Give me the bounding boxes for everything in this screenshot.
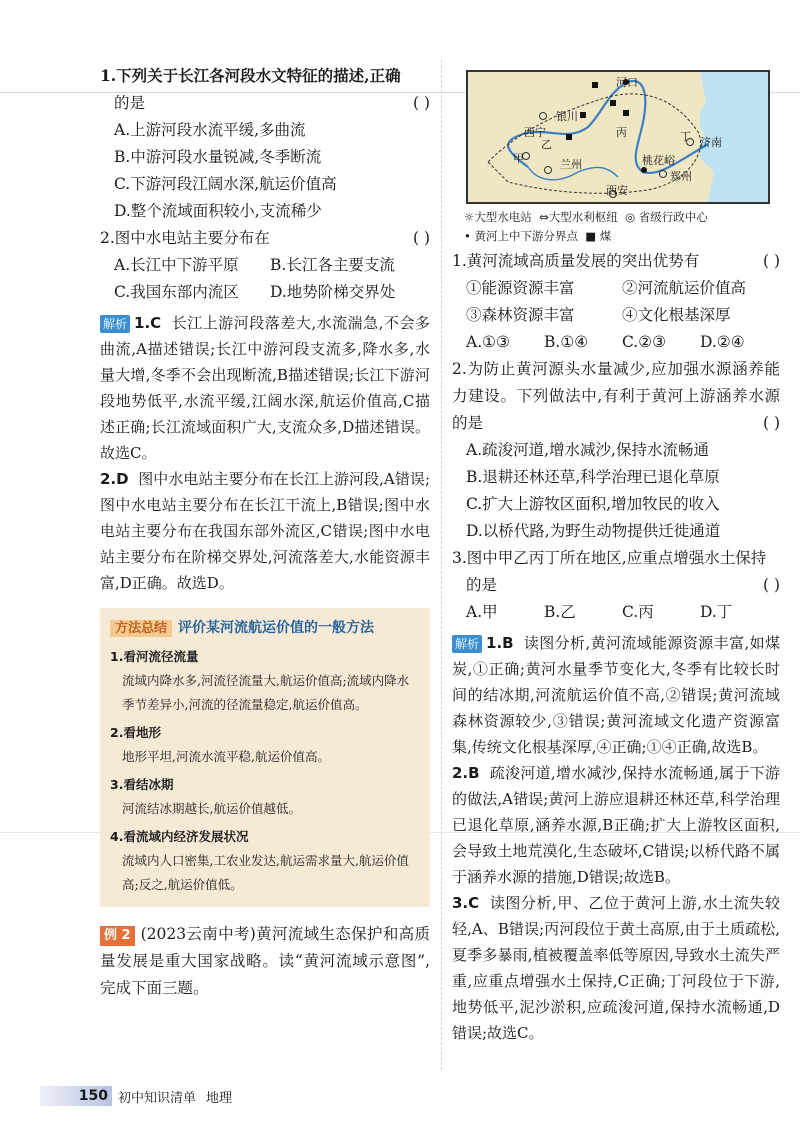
question-3-cont: 的是 ( ) <box>466 576 780 594</box>
hub-icon: ⇔ <box>539 210 549 224</box>
map-label: 桃花峪 <box>642 154 675 167</box>
coal-icon <box>610 100 616 106</box>
summary-header <box>110 616 420 641</box>
summary-item-heading: 1.看河流径流量 <box>110 649 199 664</box>
option: B.退耕还林还草,科学治理已退化草原 <box>466 468 720 486</box>
question-1-cont: 的是 ( ) <box>114 94 430 112</box>
option: A.疏浚河道,增水减沙,保持水流畅通 <box>466 441 709 459</box>
option: B.中游河段水量锐减,冬季断流 <box>114 148 322 166</box>
map-label: 甲 <box>513 152 524 165</box>
summary-item-text: 河流结冰期越长,航运价值越低。 <box>122 801 301 816</box>
capital-icon <box>545 167 552 174</box>
map-label: 西宁 <box>524 126 546 139</box>
option: C.下游河段江阔水深,航运价值高 <box>114 175 337 193</box>
capital-icon <box>660 171 667 178</box>
summary-item-text: 流域内降水多,河流径流量大,航运价值高;流域内降水季节差异小,河流的径流量稳定,航运价值高。 <box>122 673 410 712</box>
option-row: A.长江中下游平原 B.长江各主要支流 <box>114 256 395 274</box>
map-label: 西安 <box>606 184 628 197</box>
answer-1: 解析 1.B 读图分析,黄河流域能源资源丰富,如煤炭,①正确;黄河水量季节变化大,冬季有比较长时间的结冰期,河流航运价值不高,②错误;黄河流域森林资源较少,③错误;黄河流域文化遗产资源富集,传统文化根基深厚,④正确;①④正确,故选B。 <box>452 634 780 756</box>
map-label: 丁 <box>680 130 691 143</box>
method-summary-box <box>100 608 430 907</box>
yellow-river-map <box>466 70 770 204</box>
coal-icon: ■ <box>585 229 597 243</box>
page-number: 150 <box>78 1088 108 1104</box>
boundary-point-icon: • <box>464 229 471 243</box>
example-2: 例 2 (2023云南中考)黄河流域生态保护和高质量发展是重大国家战略。读“黄河流域示意图”,完成下面三题。 <box>100 925 430 997</box>
question-3: 3.图中甲乙丙丁所在地区,应重点增强水土保持 <box>452 549 767 567</box>
option-row: ①能源资源丰富 ②河流航运价值高 <box>466 279 747 297</box>
analysis-tag: 解析 <box>452 635 482 653</box>
option-row: ③森林资源丰富 ④文化根基深厚 <box>466 306 731 324</box>
answer-3: 3.C 读图分析,甲、乙位于黄河上游,水土流失较轻,A、B错误;丙河段位于黄土高原,由于土质疏松,夏季多暴雨,植被覆盖率低等原因,导致水土流失严重,应重点增强水土保持,C正确;丁河段位于下游,地势低平,泥沙淤积,应疏浚河道,保持水流畅通,D错误;故选C。 <box>452 894 780 1042</box>
option-row: A.①③ B.①④ C.②③ D.②④ <box>466 333 745 351</box>
question-2: 2.图中水电站主要分布在 ( ) <box>100 229 430 247</box>
analysis-tag: 解析 <box>100 315 130 333</box>
summary-item-text: 流域内人口密集,工农业发达,航运需求量大,航运价值高;反之,航运价值低。 <box>122 853 409 892</box>
summary-item-text: 地形平坦,河流水流平稳,航运价值高。 <box>122 749 330 764</box>
answer-1: 解析 1.C 长江上游河段落差大,水流湍急,不会多曲流,A描述错误;长江中游河段支流多,降水多,水量大增,冬季不会出现断流,B描述错误;长江下游河段地势低平,水流平缓,江阔水深,航运价值高,C描述正确;长江流域面积广大,支流众多,D描述错误。故选C。 <box>100 314 430 462</box>
map-label: 兰州 <box>560 158 582 171</box>
summary-item-heading: 2.看地形 <box>110 725 161 740</box>
coal-icon <box>580 112 586 118</box>
subject: 地理 <box>206 1090 233 1106</box>
option: D.以桥代路,为野生动物提供迁徙通道 <box>466 522 721 540</box>
summary-item-heading: 4.看流域内经济发展状况 <box>110 829 249 844</box>
question-1: 1.下列关于长江各河段水文特征的描述,正确 <box>100 66 401 85</box>
map-label: 河口 <box>616 76 638 89</box>
question-2: 2.为防止黄河源头水量减少,应加强水源涵养能力建设。下列做法中,有利于黄河上游涵养水源的是 ( ) <box>452 360 780 432</box>
summary-title: 评价某河流航运价值的一般方法 <box>178 620 375 636</box>
book-title: 初中知识清单 <box>118 1090 197 1106</box>
option: A.上游河段水流平缓,多曲流 <box>114 121 306 139</box>
hydropower-icon: ☼ <box>464 210 475 224</box>
option: C.扩大上游牧区面积,增加牧民的收入 <box>466 495 720 513</box>
map-legend: ☼大型水电站 ⇔大型水利枢纽 ◎ 省级行政中心 • 黄河上中下游分界点 ■ 煤 <box>464 210 708 243</box>
map-label: 乙 <box>541 138 552 151</box>
capital-icon: ◎ <box>625 210 636 224</box>
right-column <box>452 66 780 1046</box>
basin-boundary <box>488 94 701 193</box>
map-label: 银川 <box>556 110 578 123</box>
option-row: A.甲 B.乙 C.丙 D.丁 <box>466 603 733 621</box>
question-1: 1.黄河流域高质量发展的突出优势有 ( ) <box>452 252 780 270</box>
answer-2: 2.D 图中水电站主要分布在长江上游河段,A错误;图中水电站主要分布在长江干流上,B错误;图中水电站主要分布在我国东部外流区,C错误;图中水电站主要分布在阶梯交界处,河流落差大,水能资源丰富,D正确。故选D。 <box>100 470 430 592</box>
example-tag: 例 2 <box>100 926 135 946</box>
page-footer <box>40 1086 270 1106</box>
map-label: 丙 <box>616 126 627 139</box>
coal-icon <box>623 110 629 116</box>
option: D.整个流域面积较小,支流稀少 <box>114 202 322 220</box>
option-row: C.我国东部内流区 D.地势阶梯交界处 <box>114 283 396 301</box>
summary-item-heading: 3.看结冰期 <box>110 777 174 792</box>
map-label: 济南 <box>700 136 722 149</box>
capital-icon <box>540 113 547 120</box>
map-label: 郑州 <box>670 170 692 183</box>
column-divider <box>441 60 443 1070</box>
left-column <box>100 62 430 1002</box>
coal-icon <box>592 82 598 88</box>
coal-icon <box>566 134 572 140</box>
summary-label: 方法总结 <box>110 620 172 637</box>
answer-2: 2.B 疏浚河道,增水减沙,保持水流畅通,属于下游的做法,A错误;黄河上游应退耕还林还草,科学治理已退化草原,涵养水源,B正确;扩大上游牧区面积,会导致土地荒漠化,生态破坏,C错误;以桥代路不属于涵养水源的措施,D错误;故选B。 <box>452 764 780 886</box>
page-number-bar <box>40 1086 112 1106</box>
